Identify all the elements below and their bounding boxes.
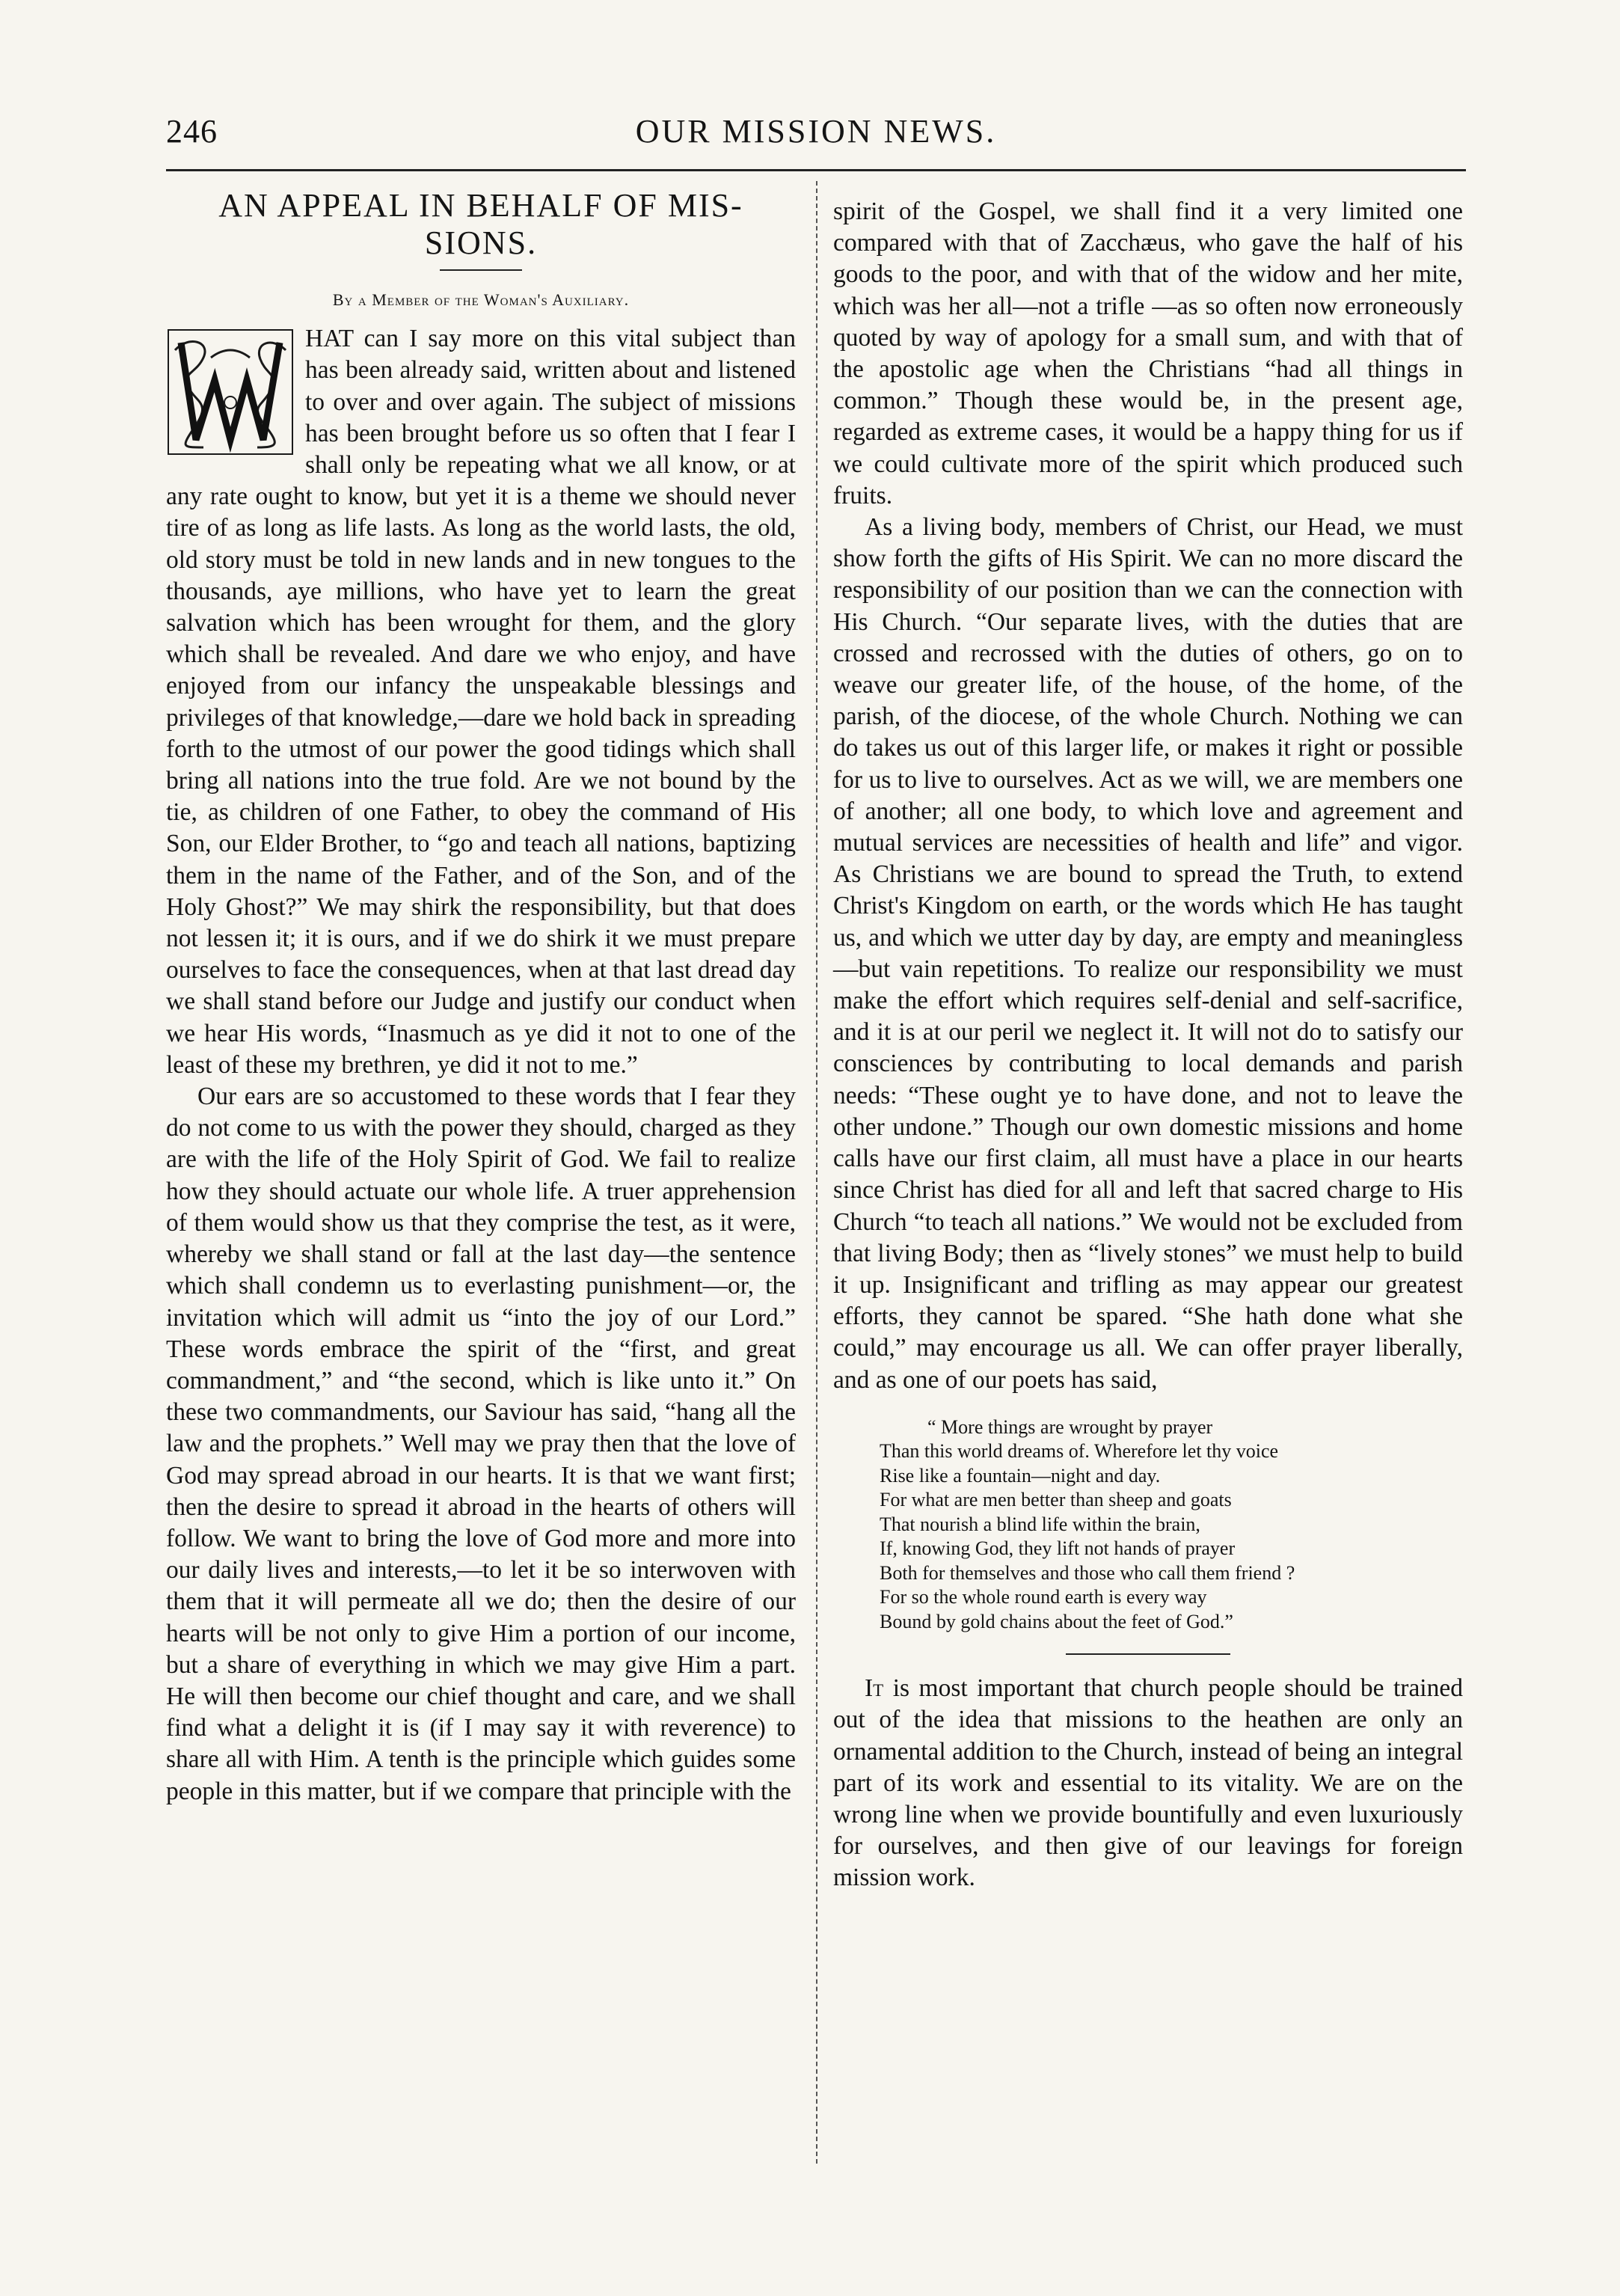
dropcap-ornament-icon [166,328,295,456]
poem-quotation [880,1415,1463,1635]
poem-line: Both for themselves and those who call them friend ? [880,1561,1295,1584]
paragraph-5 [833,1673,1463,1894]
running-head: OUR MISSION NEWS. [635,113,997,150]
poem-line: Than this world dreams of. Wherefore let thy voice [880,1440,1279,1463]
page-header [166,112,1466,165]
right-column [833,196,1463,1894]
paragraph-2: Our ears are so accustomed to these words that I fear they do not come to us with the power they should, charged as they are with the life of the Holy Spirit of God. We fail to realize how they should actuate our whole life. A truer apprehension of them would show us that they comprise the test, as it were, whereby we shall stand or fall at the last day—the sentence which shall condemn us to everlasting punishment—or, the invitation which will admit us “into the joy of our Lord.” These words embrace the spirit of the “first, and great commandment,” and “the second, which is like unto it.” On these two commandments, our Saviour has said, “hang all the law and the prophets.” Well may we pray then that the love of God may spread abroad in our hearts. It is that we want first; then the desire to spread it abroad in the hearts of others will follow. We want to bring the love of God more and more into our daily lives and interests,—to let it be so interwoven with them that it will permeate all we do; then the desire of our hearts will be not only to give Him a portion of our income, but a share of everything in which we may give Him a part. He will then become our chief thought and care, and we shall find what a delight it is (if I may say it with reverence) to share all with Him. A tenth is the principle which guides some people in this matter, but if we compare that principle with the [166,1083,796,1805]
poem-line: For what are men better than sheep and goats [880,1489,1232,1511]
article-title-line1: AN APPEAL IN BEHALF OF MIS- [218,187,743,224]
paragraph-4: As a living body, members of Christ, our Head, we must show forth the gifts of His Spirit. We can no more discard the responsibility of our position than we can the connection with His Church. “Our separate lives, with the duties that are crossed and recrossed with the duties of others, go on to weave our greater life, of the house, of the home, of the parish, of the diocese, of the whole Church. Nothing we can do takes us out of this larger life, or makes it right or possible for us to live to ourselves. Act as we will, we are members one of another; all one body, to which love and agreement and mutual services are necessities of health and life” and vigor. As Christians we are bound to spread the Truth, to extend Christ's Kingdom on earth, or the words which He has taught us, and which we utter day by day, are empty and meaningless—but vain repetitions. To realize our responsibility we must make the effort which requires self-denial and self-sacrifice, and it is at our peril we neglect it. It will not do to satisfy our consciences by contributing to local demands and parish needs: “These ought ye to have done, and not to leave the other undone.” Though our own domestic missions and home calls have our first claim, all must have a place in our hearts since Christ has died for all and left that sacred charge to His Church “to teach all nations.” We would not be excluded from that living Body; then as “lively stones” we must help to build it up. Insignificant and trifling as may appear our greatest efforts, they cannot be spared. “She hath done what she could,” may encourage us all. We can offer prayer liberally, and as one of our poets has said, [833,513,1463,1394]
column-divider [816,181,817,2164]
page-number: 246 [166,113,218,150]
poem-line: Rise like a fountain—night and day. [880,1464,1161,1487]
left-column [166,187,796,1807]
article-title [166,187,796,262]
paragraph-5-text: is most important that church people should be trained out of the idea that missions to the heathen are only an ornamental addition to the Church, instead of being an integral part of its work and essential to its vitality. We are on the wrong line when we provide bountifully and even luxuriously for ourselves, and then give of our leavings for foreign mission work. [833,1674,1463,1892]
section-rule [1066,1653,1230,1655]
header-rule [166,169,1466,171]
svg-text:W: W [230,416,231,417]
poem-line: Bound by gold chains about the feet of God.” [880,1610,1233,1632]
byline: By a Member of the Woman's Auxiliary. [332,290,630,309]
title-rule [440,269,522,271]
poem-line: “ More things are wrought by prayer [927,1415,1213,1438]
paragraph-5-lead: It [865,1674,884,1703]
poem-line: If, knowing God, they lift not hands of prayer [880,1537,1236,1560]
paragraph-3: spirit of the Gospel, we shall find it a very limited one compared with that of Zacchæus, who gave the half of his goods to the poor, and with that of the widow and her mite, which was her all—not a trifle —as so often now erroneously quoted by way of apology for a small sum, and with that of the apostolic age when the Christians “had all things in common.” Though these would be, in the present age, regarded as extreme cases, it would be a happy thing for us if we could cultivate more of the spirit which produced such fruits. [833,198,1463,509]
dropcap-ornament [166,328,295,456]
poem-line: That nourish a blind life within the brain, [880,1513,1200,1535]
poem-line: For so the whole round earth is every way [880,1586,1207,1608]
paragraph-1: HAT can I say more on this vital subject than has been already said, written about and listened to over and over again. The subject of missions has been brought before us so often that I fear I shall only be repeating what we all know, or at any rate ought to know, but yet it is a theme we should never tire of as long as life lasts. As long as the world lasts, the old, old story must be told in new lands and in new tongues to the thousands, aye millions, who have yet to learn the great salvation which has been wrought for them, and the glory which shall be revealed. And dare we who enjoy, and have enjoyed from our infancy the unspeakable blessings and privileges of that knowledge,—dare we hold back in spreading forth to the utmost of our power the good tidings which shall bring all nations into the true fold. Are we not bound by the tie, as children of one Father, to obey the command of His Son, our Elder Brother, to “go and teach all nations, baptizing them in the name of the Father, and of the Son, and of the Holy Ghost?” We may shirk the responsibility, but that does not lessen it; it is ours, and if we do shirk it we must prepare ourselves to face the consequences, when at that last dread day we shall stand before our Judge and justify our conduct when we hear His words, “Inasmuch as ye did it not to one of the least of these my brethren, ye did it not to me.” [166,325,796,1079]
article-title-line2: SIONS. [424,224,538,261]
